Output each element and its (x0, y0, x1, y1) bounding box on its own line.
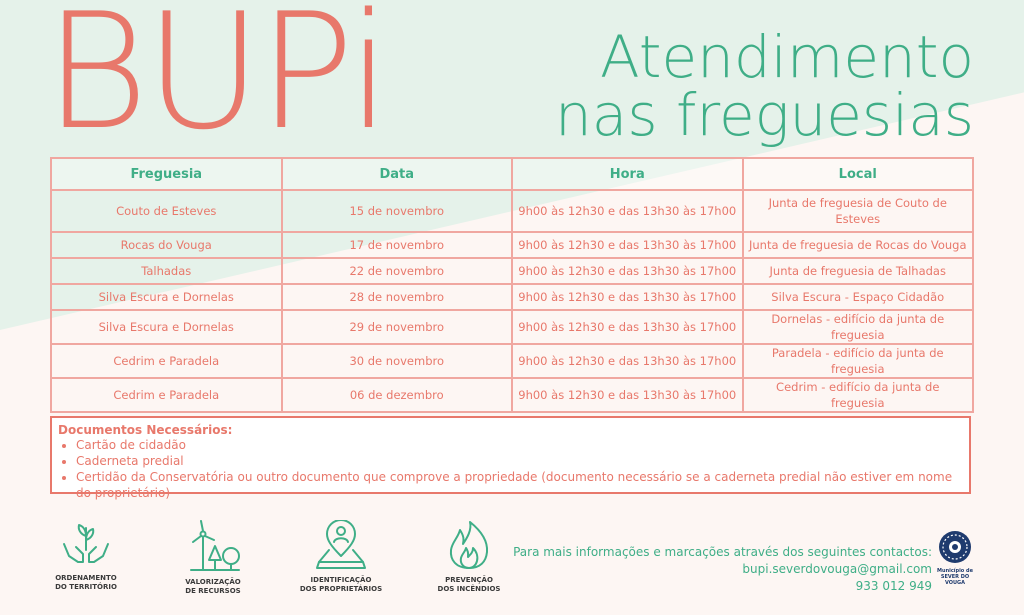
headline-line1: Atendimento (600, 23, 974, 91)
feature-identificacao (291, 520, 391, 594)
feature-label-line1: ORDENAMENTO (55, 574, 117, 582)
cell-data: 30 de novembro (282, 344, 513, 378)
feature-label-line2: DOS PROPRIETÁRIOS (299, 585, 383, 593)
table-row (51, 258, 973, 284)
feature-label-line1: IDENTIFICAÇÃO (310, 576, 372, 584)
header-data: Data (282, 158, 513, 190)
contact-info (513, 544, 932, 595)
brand-title: BUPi (44, 0, 388, 165)
header-hora: Hora (512, 158, 743, 190)
cell-freguesia: Cedrim e Paradela (51, 378, 282, 412)
logo-line2: SEVER DO (940, 574, 970, 580)
feature-ordenamento (36, 520, 136, 592)
document-item: • Caderneta predial (76, 453, 963, 469)
wind-turbine-trees-icon (183, 520, 243, 572)
cell-freguesia: Silva Escura e Dornelas (51, 310, 282, 344)
table-row (51, 344, 973, 378)
cell-data: 22 de novembro (282, 258, 513, 284)
cell-local: Junta de freguesia de Talhadas (743, 258, 974, 284)
required-documents-box (50, 416, 971, 500)
feature-label-line1: PREVENÇÃO (445, 576, 493, 584)
cell-local: Cedrim - edifício da junta de freguesia (743, 378, 974, 412)
feature-label-line2: DOS INCÊNDIOS (437, 585, 501, 593)
cell-data: 28 de novembro (282, 284, 513, 310)
cell-hora: 9h00 às 12h30 e das 13h30 às 17h00 (512, 258, 743, 284)
headline (555, 23, 974, 149)
contact-email[interactable]: bupi.severdovouga@gmail.com (742, 562, 932, 576)
table-row (51, 310, 973, 344)
table-row (51, 378, 973, 412)
logo-line1: Município de (937, 568, 973, 574)
feature-label-line1: VALORIZAÇÃO (185, 578, 241, 586)
cell-freguesia: Cedrim e Paradela (51, 344, 282, 378)
cell-hora: 9h00 às 12h30 e das 13h30 às 17h00 (512, 310, 743, 344)
headline-line2: nas freguesias (555, 81, 974, 149)
cell-hora: 9h00 às 12h30 e das 13h30 às 17h00 (512, 232, 743, 258)
map-pin-person-icon (315, 520, 367, 570)
municipality-emblem-icon (938, 530, 972, 564)
cell-hora: 9h00 às 12h30 e das 13h30 às 17h00 (512, 344, 743, 378)
table-header-row (51, 158, 973, 190)
document-item: • Certidão da Conservatória ou outro documento que comprove a propriedade (documento necessário se a caderneta predial não estiver em nome do proprietário) (76, 469, 963, 501)
header-freguesia: Freguesia (51, 158, 282, 190)
feature-valorizacao (163, 520, 263, 596)
cell-local: Dornelas - edifício da junta de freguesia (743, 310, 974, 344)
cell-local: Junta de freguesia de Rocas do Vouga (743, 232, 974, 258)
cell-data: 15 de novembro (282, 190, 513, 232)
table-row (51, 190, 973, 232)
cell-local: Silva Escura - Espaço Cidadão (743, 284, 974, 310)
cell-freguesia: Couto de Esteves (51, 190, 282, 232)
feature-label-line2: DE RECURSOS (185, 587, 241, 595)
cell-local: Paradela - edifício da junta de freguesia (743, 344, 974, 378)
feature-prevencao (419, 520, 519, 594)
cell-data: 29 de novembro (282, 310, 513, 344)
documents-list (58, 437, 963, 501)
cell-freguesia: Silva Escura e Dornelas (51, 284, 282, 310)
flame-icon (446, 520, 492, 570)
cell-data: 17 de novembro (282, 232, 513, 258)
cell-hora: 9h00 às 12h30 e das 13h30 às 17h00 (512, 284, 743, 310)
documents-title: Documentos Necessários: (58, 423, 233, 437)
contact-intro: Para mais informações e marcações através dos seguintes contactos: (513, 545, 932, 559)
cell-hora: 9h00 às 12h30 e das 13h30 às 17h00 (512, 190, 743, 232)
municipality-logo (936, 530, 974, 586)
cell-local: Junta de freguesia de Couto de Esteves (743, 190, 974, 232)
schedule-table (50, 157, 974, 413)
document-item: • Cartão de cidadão (76, 437, 963, 453)
cell-freguesia: Talhadas (51, 258, 282, 284)
header-local: Local (743, 158, 974, 190)
cell-hora: 9h00 às 12h30 e das 13h30 às 17h00 (512, 378, 743, 412)
table-row (51, 232, 973, 258)
table-row (51, 284, 973, 310)
logo-line3: VOUGA (944, 580, 966, 586)
hands-plant-icon (61, 520, 111, 568)
cell-freguesia: Rocas do Vouga (51, 232, 282, 258)
contact-phone[interactable]: 933 012 949 (855, 579, 932, 593)
cell-data: 06 de dezembro (282, 378, 513, 412)
feature-label-line2: DO TERRITÓRIO (55, 583, 117, 591)
